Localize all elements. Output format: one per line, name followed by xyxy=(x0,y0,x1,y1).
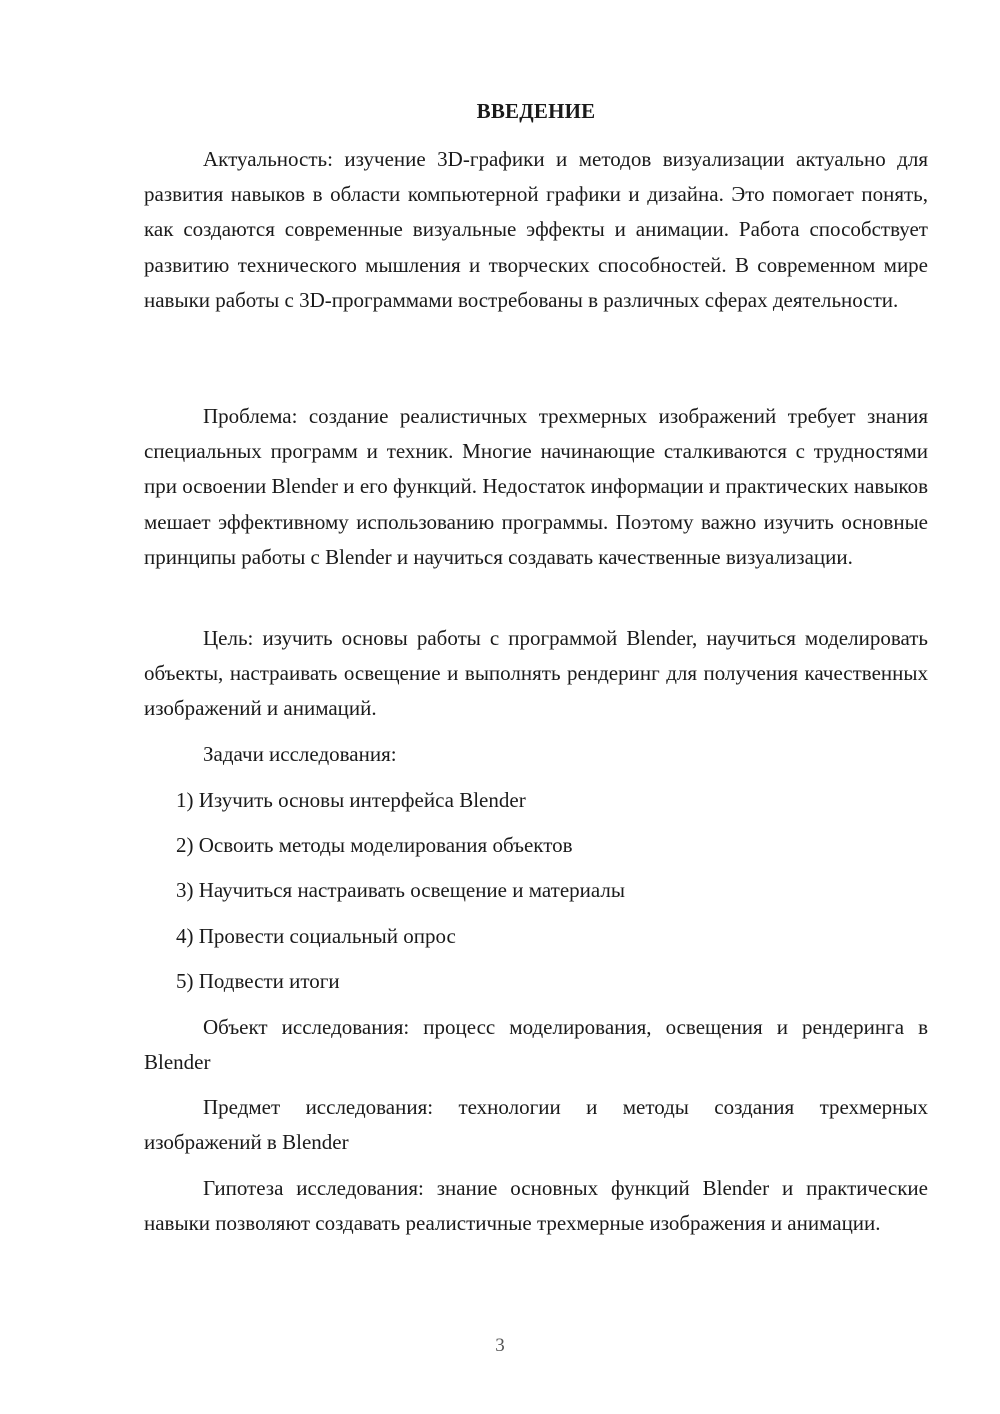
paragraph-goal: Цель: изучить основы работы с программой Blender, научиться моделировать объекты, настраивать освещение и выполнять рендеринг для получения качественных изображений и анимаций. xyxy=(144,626,928,721)
list-item: 3) Научиться настраивать освещение и материалы xyxy=(176,878,625,902)
list-item: 5) Подвести итоги xyxy=(176,969,340,993)
tasks-title: Задачи исследования: xyxy=(203,742,397,766)
list-item: 2) Освоить методы моделирования объектов xyxy=(176,833,573,857)
paragraph-subject: Предмет исследования: технологии и методы создания трехмерных изображений в Blender xyxy=(144,1095,928,1155)
paragraph-object: Объект исследования: процесс моделирования, освещения и рендеринга в Blender xyxy=(144,1015,928,1075)
paragraph-hypothesis: Гипотеза исследования: знание основных функций Blender и практические навыки позволяют создавать реалистичные трехмерные изображения и анимации. xyxy=(144,1176,928,1236)
paragraph-problem: Проблема: создание реалистичных трехмерных изображений требует знания специальных программ и техник. Многие начинающие сталкиваются с трудностями при освоении Blender и его функций. Недостаток информации и практических навыков мешает эффективному использованию программы. Поэтому важно изучить основные принципы работы с Blender и научиться создавать качественные визуализации. xyxy=(144,404,928,569)
paragraph-relevance: Актуальность: изучение 3D-графики и методов визуализации актуально для развития навыков в области компьютерной графики и дизайна. Это помогает понять, как создаются современные визуальные эффекты и анимации. Работа способствует развитию технического мышления и творческих способностей. В современном мире навыки работы с 3D-программами востребованы в различных сферах деятельности. xyxy=(144,147,928,312)
page-number: 3 xyxy=(495,1335,505,1356)
list-item: 1) Изучить основы интерфейса Blender xyxy=(176,788,526,812)
page-title: ВВЕДЕНИЕ xyxy=(476,99,596,123)
list-item: 4) Провести социальный опрос xyxy=(176,924,456,948)
